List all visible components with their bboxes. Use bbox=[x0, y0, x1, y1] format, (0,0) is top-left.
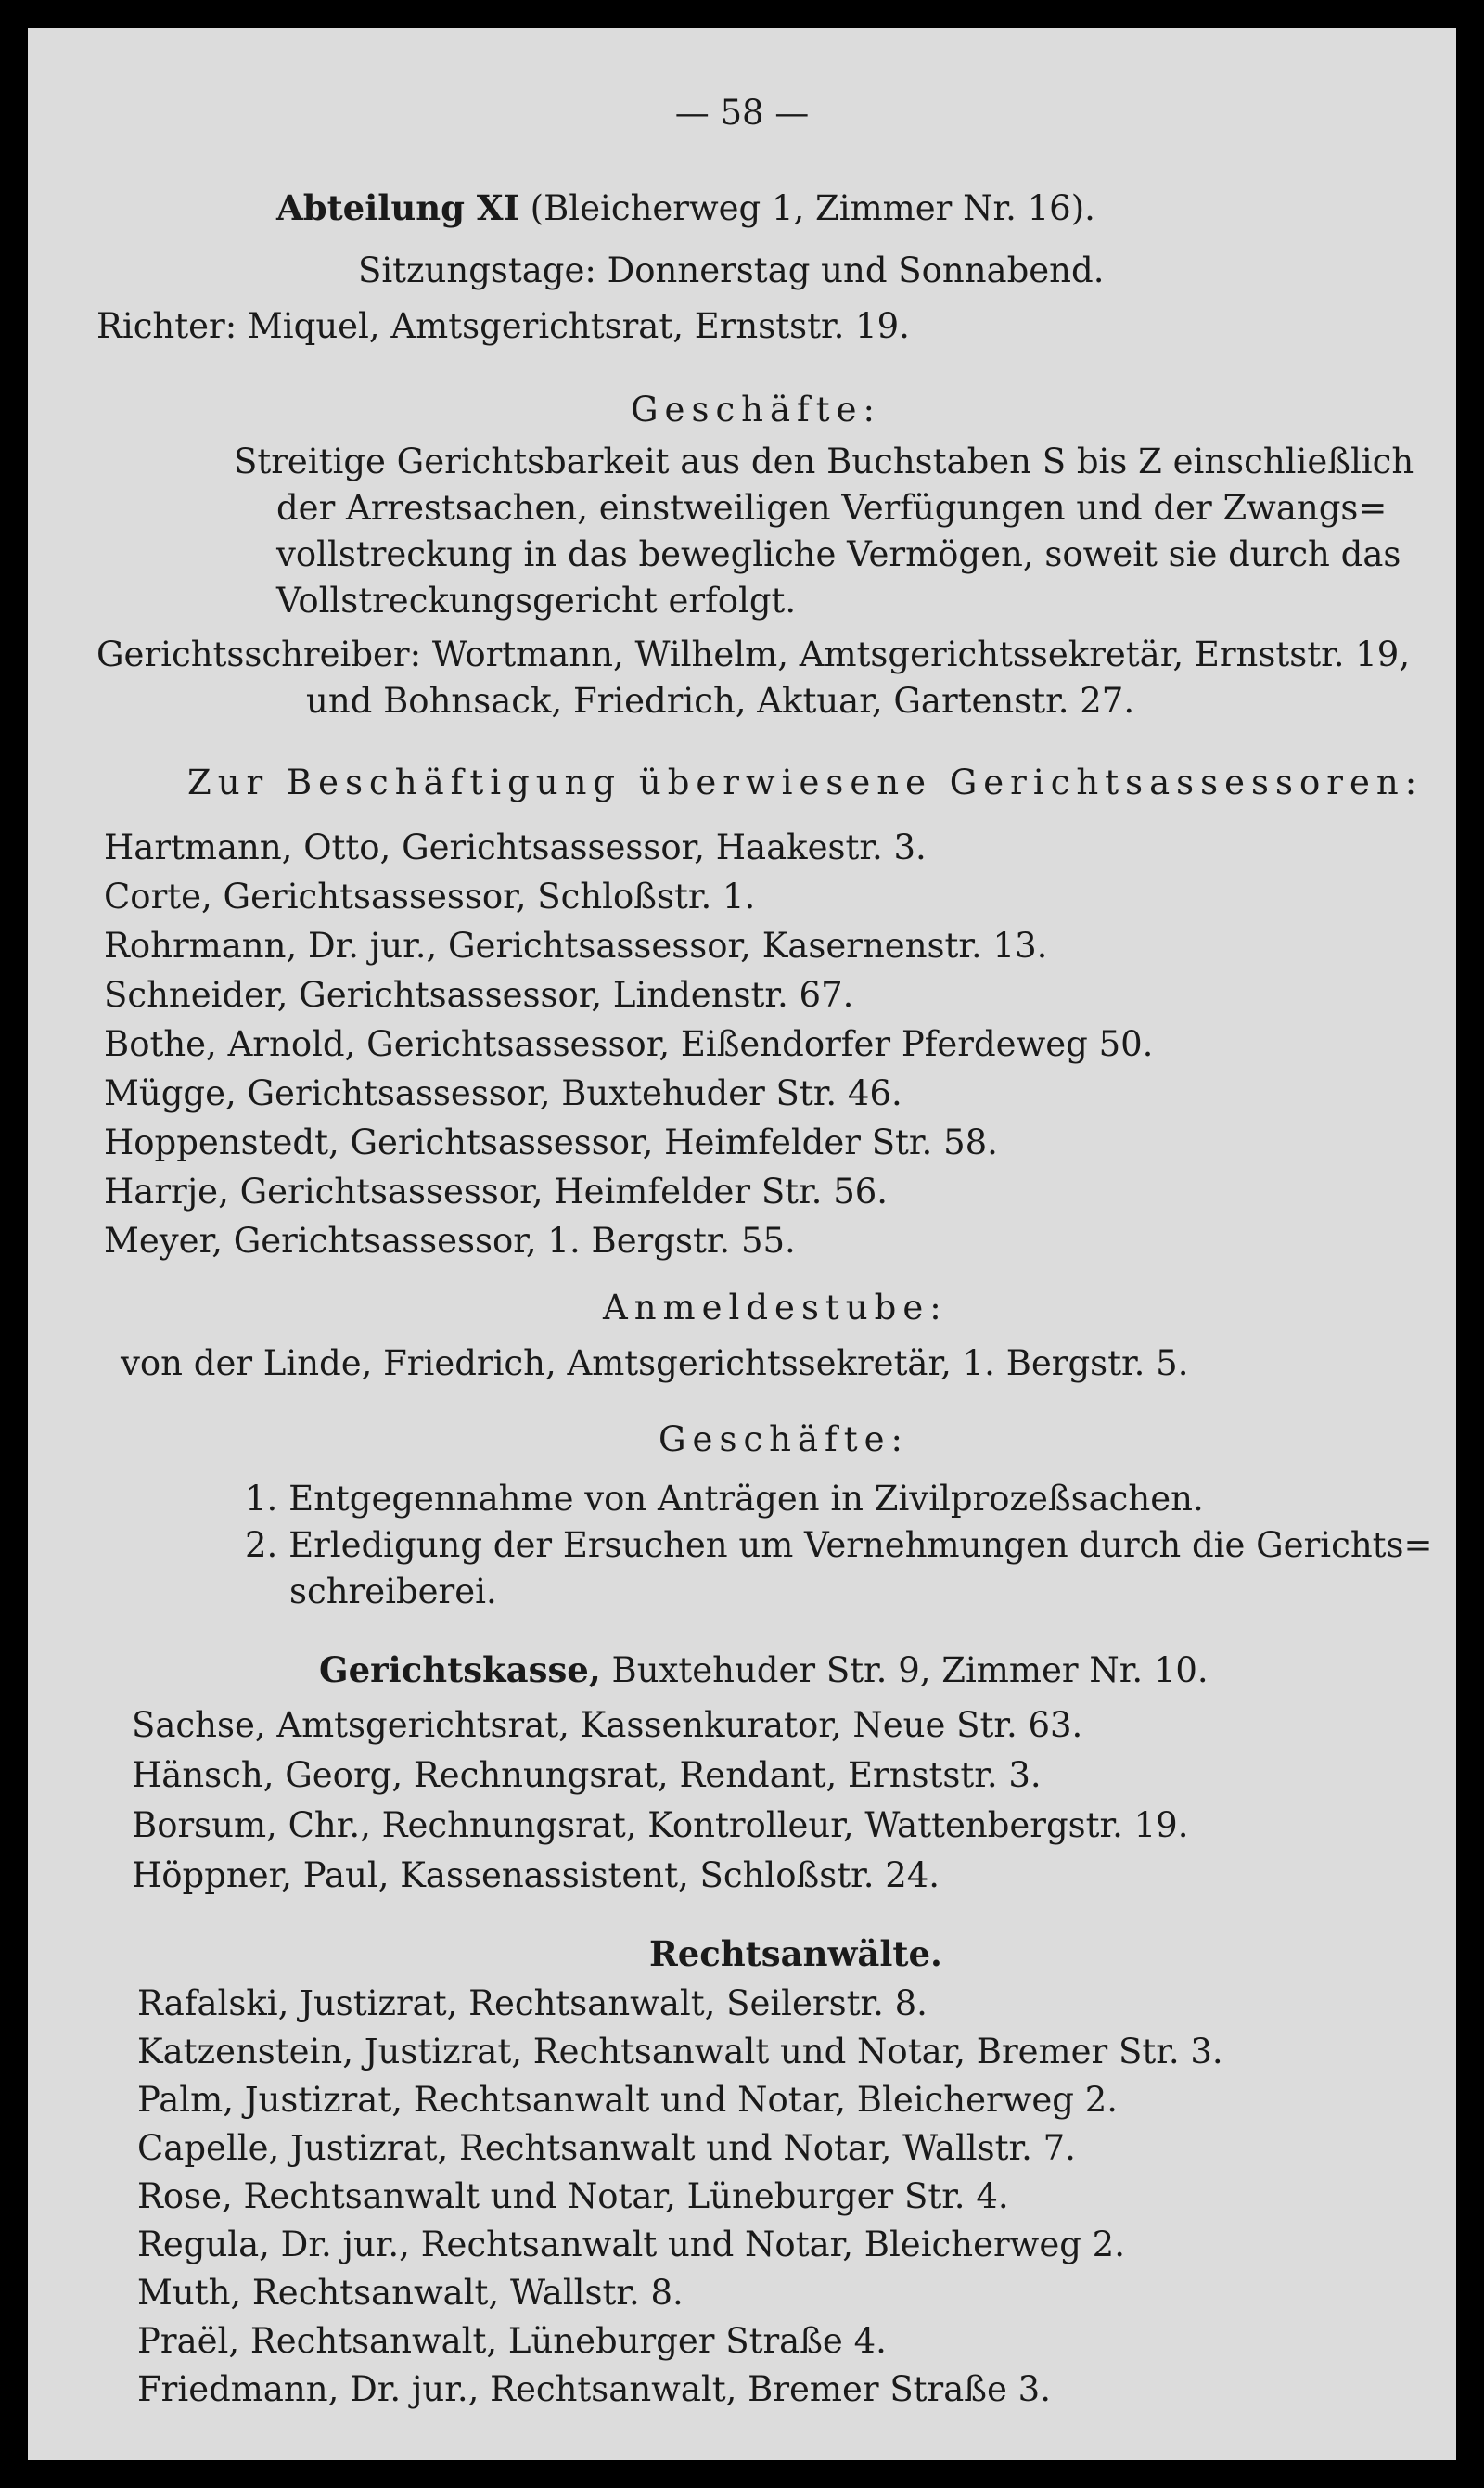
gerichtsschreiber-cont: und Bohnsack, Friedrich, Aktuar, Gartenstr. 27. bbox=[306, 681, 1135, 721]
assessor-entry: Hoppenstedt, Gerichtsassessor, Heimfelder Str. 58. bbox=[104, 1122, 998, 1162]
anwaelte-heading: Rechtsanwälte. bbox=[649, 1933, 942, 1974]
gerichtsschreiber: Gerichtsschreiber: Wortmann, Wilhelm, Amtsgerichtssekretär, Ernststr. 19, bbox=[96, 635, 1411, 674]
assessor-entry: Hartmann, Otto, Gerichtsassessor, Haakestr. 3. bbox=[104, 827, 927, 867]
anmeldestube-geschaefte-heading: Geschäfte: bbox=[659, 1419, 909, 1459]
sitzungstage: Sitzungstage: Donnerstag und Sonnabend. bbox=[358, 250, 1105, 290]
anwalt-entry: Rose, Rechtsanwalt und Notar, Lüneburger Str. 4. bbox=[137, 2176, 1009, 2216]
anwalt-entry: Rafalski, Justizrat, Rechtsanwalt, Seilerstr. 8. bbox=[137, 1983, 928, 2023]
anwalt-entry: Friedmann, Dr. jur., Rechtsanwalt, Bremer Straße 3. bbox=[137, 2369, 1051, 2409]
richter: Richter: Miquel, Amtsgerichtsrat, Ernststr. 19. bbox=[96, 306, 910, 346]
kasse-entry: Höppner, Paul, Kassenassistent, Schloßstr. 24. bbox=[132, 1855, 940, 1895]
kasse-heading bbox=[319, 1649, 1209, 1691]
anwalt-entry: Capelle, Justizrat, Rechtsanwalt und Notar, Wallstr. 7. bbox=[137, 2128, 1076, 2168]
geschaefte-line: vollstreckung in das bewegliche Vermögen, soweit sie durch das bbox=[276, 534, 1401, 574]
assessor-entry: Mügge, Gerichtsassessor, Buxtehuder Str. 46. bbox=[104, 1073, 902, 1113]
anmeldestube-heading: Anmeldestube: bbox=[603, 1288, 948, 1327]
anmeldestube-item: 2. Erledigung der Ersuchen um Vernehmungen durch die Gerichts= bbox=[245, 1525, 1433, 1565]
page-number: — 58 — bbox=[674, 93, 810, 133]
assessor-entry: Meyer, Gerichtsassessor, 1. Bergstr. 55. bbox=[104, 1221, 796, 1261]
assessor-entry: Bothe, Arnold, Gerichtsassessor, Eißendorfer Pferdeweg 50. bbox=[104, 1024, 1154, 1064]
anwalt-entry: Katzenstein, Justizrat, Rechtsanwalt und Notar, Bremer Str. 3. bbox=[137, 2032, 1223, 2071]
assessoren-heading: Zur Beschäftigung überwiesene Gerichtsassessoren: bbox=[187, 763, 1424, 802]
anwalt-entry: Regula, Dr. jur., Rechtsanwalt und Notar, Bleicherweg 2. bbox=[137, 2225, 1125, 2264]
anmeldestube-item-cont: schreiberei. bbox=[289, 1571, 497, 1611]
kasse-title: Gerichtskasse, bbox=[319, 1649, 601, 1690]
abteilung-location: (Bleicherweg 1, Zimmer Nr. 16). bbox=[530, 188, 1095, 228]
geschaefte-heading: Geschäfte: bbox=[631, 390, 881, 430]
geschaefte-line: der Arrestsachen, einstweiligen Verfügungen und der Zwangs= bbox=[276, 488, 1388, 528]
kasse-location: Buxtehuder Str. 9, Zimmer Nr. 10. bbox=[611, 1650, 1209, 1690]
anwalt-entry: Praël, Rechtsanwalt, Lüneburger Straße 4. bbox=[137, 2321, 887, 2361]
section-heading-abteilung bbox=[276, 187, 1095, 229]
assessor-entry: Harrje, Gerichtsassessor, Heimfelder Str. 56. bbox=[104, 1172, 889, 1212]
assessor-entry: Rohrmann, Dr. jur., Gerichtsassessor, Kasernenstr. 13. bbox=[104, 926, 1048, 966]
geschaefte-line: Streitige Gerichtsbarkeit aus den Buchstaben S bis Z einschließlich bbox=[234, 442, 1414, 481]
assessor-entry: Schneider, Gerichtsassessor, Lindenstr. 67. bbox=[104, 975, 854, 1015]
abteilung-title: Abteilung XI bbox=[276, 187, 519, 228]
anmeldestube-item: 1. Entgegennahme von Anträgen in Zivilprozeßsachen. bbox=[245, 1479, 1204, 1519]
kasse-entry: Sachse, Amtsgerichtsrat, Kassenkurator, Neue Str. 63. bbox=[132, 1705, 1083, 1745]
anwalt-entry: Muth, Rechtsanwalt, Wallstr. 8. bbox=[137, 2273, 684, 2313]
anwalt-entry: Palm, Justizrat, Rechtsanwalt und Notar, Bleicherweg 2. bbox=[137, 2080, 1118, 2120]
assessor-entry: Corte, Gerichtsassessor, Schloßstr. 1. bbox=[104, 877, 756, 917]
geschaefte-line: Vollstreckungsgericht erfolgt. bbox=[276, 581, 797, 621]
anmeldestube-person: von der Linde, Friedrich, Amtsgerichtssekretär, 1. Bergstr. 5. bbox=[121, 1343, 1189, 1383]
page bbox=[28, 28, 1456, 2460]
kasse-entry: Hänsch, Georg, Rechnungsrat, Rendant, Ernststr. 3. bbox=[132, 1755, 1042, 1795]
kasse-entry: Borsum, Chr., Rechnungsrat, Kontrolleur, Wattenbergstr. 19. bbox=[132, 1805, 1189, 1845]
